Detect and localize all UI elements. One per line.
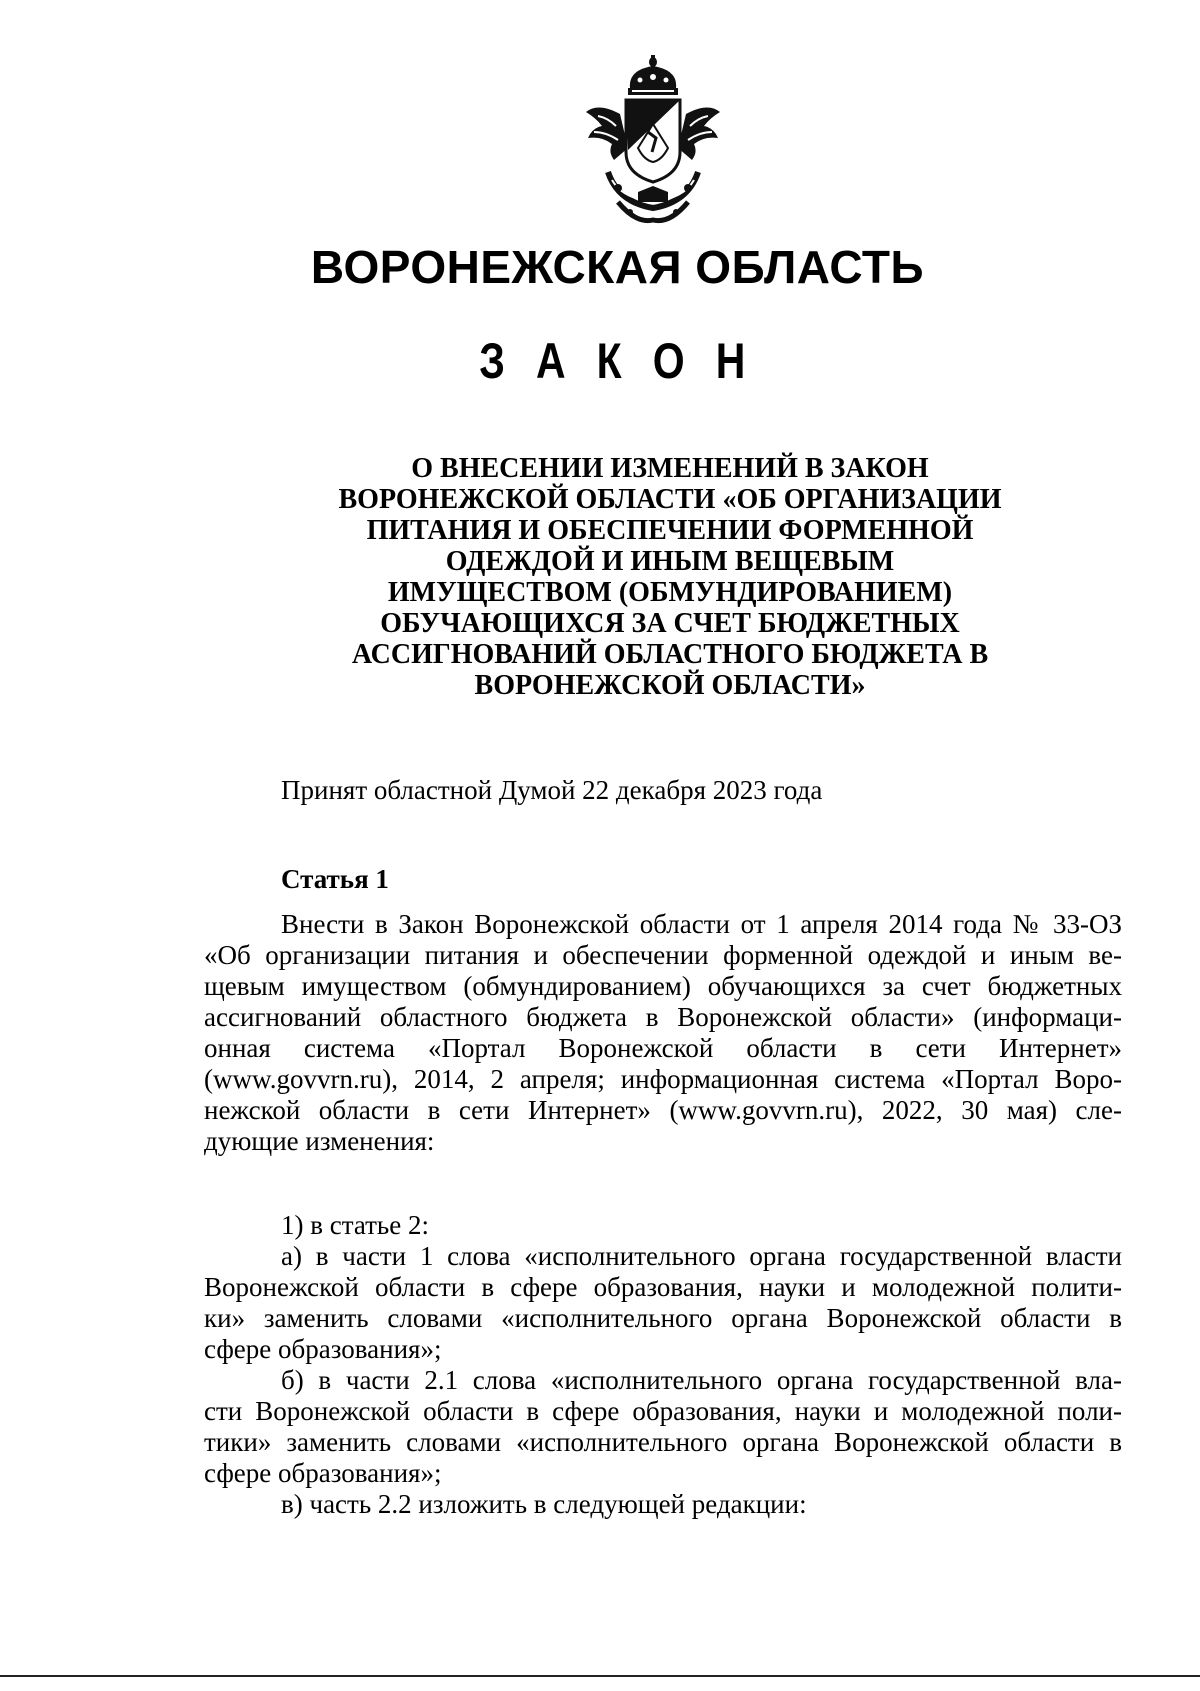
- amendment-line: а) в части 1 слова «исполнительного органа государственной власти: [281, 1241, 1122, 1271]
- voronezh-coat-of-arms-icon: [578, 52, 728, 224]
- amendment-line: в) часть 2.2 изложить в следующей редакции:: [281, 1489, 807, 1519]
- paragraph-line: «Об организации питания и обеспечении форменной одеждой и иным ве-: [204, 940, 1122, 970]
- paragraph-line: ассигнований областного бюджета в Воронежской области» (информаци-: [204, 1002, 1122, 1032]
- amendment-line: Воронежской области в сфере образования, науки и молодежной полити-: [204, 1272, 1122, 1302]
- law-title-line: О ВНЕСЕНИИ ИЗМЕНЕНИЙ В ЗАКОН: [411, 453, 929, 484]
- amendment-line: сфере образования»;: [204, 1334, 442, 1364]
- law-title-line: ОБУЧАЮЩИХСЯ ЗА СЧЕТ БЮДЖЕТНЫХ: [380, 608, 960, 639]
- adoption-note: Принят областной Думой 22 декабря 2023 года: [281, 775, 823, 805]
- amendment-item: 1) в статье 2:: [281, 1210, 429, 1240]
- law-title-line: ВОРОНЕЖСКОЙ ОБЛАСТИ «ОБ ОРГАНИЗАЦИИ: [338, 484, 1002, 515]
- paragraph-line: (www.govvrn.ru), 2014, 2 апреля; информационная система «Портал Воро-: [204, 1064, 1122, 1094]
- article-intro-paragraph: [204, 909, 1122, 1157]
- region-heading: ВОРОНЕЖСКАЯ ОБЛАСТЬ: [310, 241, 925, 293]
- law-title-line: АССИГНОВАНИЙ ОБЛАСТНОГО БЮДЖЕТА В: [351, 639, 989, 670]
- law-title: [320, 453, 1020, 701]
- amendment-line: б) в части 2.1 слова «исполнительного органа государственной вла-: [281, 1365, 1122, 1395]
- law-title-line: ПИТАНИЯ И ОБЕСПЕЧЕНИИ ФОРМЕННОЙ: [366, 515, 974, 546]
- amendment-line: сти Воронежской области в сфере образования, науки и молодежной поли-: [204, 1396, 1122, 1426]
- paragraph-line: дующие изменения:: [204, 1126, 435, 1156]
- paragraph-line: Внести в Закон Воронежской области от 1 апреля 2014 года № 33-ОЗ: [281, 909, 1122, 939]
- amendment-line: ки» заменить словами «исполнительного органа Воронежской области в: [204, 1303, 1122, 1333]
- amendment-line: сфере образования»;: [204, 1458, 442, 1488]
- amendments-list: [204, 1210, 1122, 1520]
- paragraph-line: щевым имуществом (обмундированием) обучающихся за счет бюджетных: [204, 971, 1122, 1001]
- page-bottom-rule: [0, 1675, 1200, 1677]
- law-title-line: ОДЕЖДОЙ И ИНЫМ ВЕЩЕВЫМ: [445, 546, 895, 577]
- document-type-heading: З А К О Н: [479, 333, 756, 389]
- article-heading: Статья 1: [281, 864, 389, 894]
- law-title-line: ВОРОНЕЖСКОЙ ОБЛАСТИ»: [474, 670, 866, 701]
- paragraph-line: онная система «Портал Воронежской области в сети Интернет»: [204, 1033, 1122, 1063]
- amendment-line: тики» заменить словами «исполнительного органа Воронежской области в: [204, 1427, 1122, 1457]
- paragraph-line: нежской области в сети Интернет» (www.govvrn.ru), 2022, 30 мая) сле-: [204, 1095, 1122, 1125]
- law-title-line: ИМУЩЕСТВОМ (ОБМУНДИРОВАНИЕМ): [387, 577, 953, 608]
